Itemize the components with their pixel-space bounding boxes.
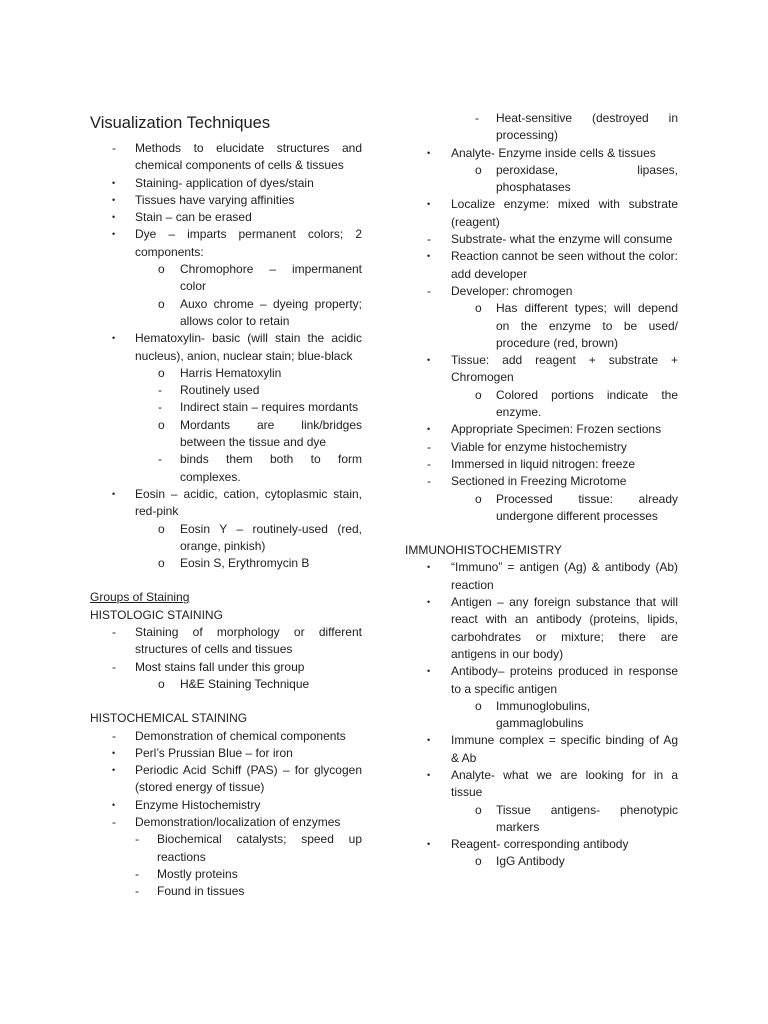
list-item: [90, 745, 362, 762]
bullet-marker: -: [135, 884, 139, 899]
list-item-text: Found in tissues: [157, 884, 245, 899]
list-item: [405, 802, 678, 837]
list-item-text: Viable for enzyme histochemistry: [451, 439, 627, 454]
list-item-text: Tissue antigens- phenotypic markers: [496, 802, 678, 834]
enzyme-list: [405, 110, 678, 525]
list-item: [90, 226, 362, 261]
list-item-text: Antibody– proteins produced in response to a specific antigen: [451, 664, 678, 696]
bullet-marker: -: [427, 474, 431, 489]
list-item: [405, 145, 678, 162]
groups-heading: Groups of Staining: [90, 590, 190, 605]
histochemical-heading: HISTOCHEMICAL STAINING: [90, 711, 248, 726]
list-item: [90, 866, 362, 883]
list-item-text: Eosin – acidic, cation, cytoplasmic stain, red-pink: [135, 486, 362, 519]
list-item: [90, 831, 362, 866]
bullet-marker: -: [112, 728, 116, 743]
bullet-marker: -: [158, 400, 162, 415]
list-item-text: Developer: chromogen: [451, 283, 573, 298]
list-item: [90, 486, 362, 521]
bullet-marker: •: [112, 333, 116, 344]
list-item: [405, 421, 678, 438]
bullet-marker: •: [112, 747, 116, 758]
list-item: [405, 352, 678, 387]
list-item-text: Analyte- what we are looking for in a tissue: [451, 767, 678, 800]
list-item: [405, 767, 678, 802]
left-column: [90, 112, 362, 900]
list-item: [90, 399, 362, 416]
bullet-marker: •: [112, 799, 116, 810]
list-item-text: Biochemical catalysts; speed up reactions: [157, 832, 362, 864]
list-item-text: Perl’s Prussian Blue – for iron: [135, 745, 293, 760]
bullet-marker: •: [112, 212, 116, 223]
bullet-marker: -: [112, 814, 116, 829]
bullet-marker: o: [158, 556, 165, 571]
list-item: [90, 296, 362, 331]
list-item-text: “Immuno” = antigen (Ag) & antibody (Ab) reaction: [451, 560, 678, 592]
list-item-text: Stain – can be erased: [135, 210, 252, 225]
list-item-text: Analyte- Enzyme inside cells & tissues: [451, 145, 656, 160]
bullet-marker: •: [427, 769, 431, 780]
page-title: Visualization Techniques: [90, 114, 271, 132]
list-item-text: peroxidase, lipases, phosphatases: [496, 162, 678, 195]
bullet-marker: •: [112, 177, 116, 188]
bullet-marker: •: [427, 735, 431, 746]
list-item: [405, 853, 678, 870]
list-item: [405, 663, 678, 698]
bullet-marker: -: [112, 659, 116, 674]
list-item-text: Immune complex = specific binding of Ag & Ab: [451, 733, 678, 765]
bullet-marker: •: [112, 765, 116, 776]
bullet-marker: -: [427, 283, 431, 298]
bullet-marker: •: [427, 147, 431, 158]
list-item-text: Most stains fall under this group: [135, 659, 305, 674]
list-item-text: Immersed in liquid nitrogen: freeze: [451, 456, 636, 471]
bullet-marker: o: [475, 162, 482, 177]
list-item-text: Immunoglobulins, gammaglobulins: [496, 698, 591, 731]
bullet-marker: •: [427, 199, 431, 210]
list-item: [90, 814, 362, 831]
list-item-text: Antigen – any foreign substance that will react with an antibody (proteins, lipids, carbohdrates or mixture; there are antigens in our body): [451, 595, 678, 661]
bullet-marker: -: [427, 232, 431, 247]
bullet-marker: •: [427, 251, 431, 262]
bullet-marker: •: [427, 562, 431, 573]
bullet-marker: -: [427, 439, 431, 454]
bullet-marker: •: [427, 597, 431, 608]
list-item-text: Heat-sensitive (destroyed in processing): [496, 111, 678, 143]
list-item: [90, 417, 362, 452]
list-item-text: Demonstration of chemical components: [135, 728, 346, 743]
list-item-text: Sectioned in Freezing Microtome: [451, 474, 627, 489]
list-item: [90, 261, 362, 296]
list-item-text: Chromophore – impermanent color: [180, 262, 362, 294]
bullet-marker: o: [158, 365, 165, 380]
histochemical-list: [90, 728, 362, 901]
list-item-text: Staining of morphology or different structures of cells and tissues: [135, 625, 362, 657]
list-item: [405, 473, 678, 490]
list-item: [90, 209, 362, 226]
list-item: [405, 836, 678, 853]
list-item-text: Has different types; will depend on the enzyme to be used/ procedure (red, brown): [496, 301, 678, 350]
list-item-text: Dye – imparts permanent colors; 2 components:: [135, 227, 362, 259]
bullet-marker: -: [112, 625, 116, 640]
list-item-text: IgG Antibody: [496, 854, 565, 869]
list-item: [405, 698, 678, 733]
list-item: [90, 365, 362, 382]
list-item: [90, 555, 362, 572]
bullet-marker: o: [475, 387, 482, 402]
list-item-text: Hematoxylin- basic (will stain the acidic nucleus), anion, nuclear stain; blue-black: [135, 331, 362, 363]
bullet-marker: •: [112, 229, 116, 240]
list-item-text: Mordants are link/bridges between the tissue and dye: [180, 417, 362, 450]
list-item: [405, 231, 678, 248]
list-item: [405, 196, 678, 231]
bullet-marker: -: [112, 141, 116, 155]
immuno-heading: IMMUNOHISTOCHEMISTRY: [405, 543, 562, 558]
bullet-marker: -: [158, 452, 162, 467]
list-item: [90, 659, 362, 676]
list-item-text: Tissue: add reagent + substrate + Chromogen: [451, 353, 678, 385]
histologic-list: [90, 624, 362, 693]
bullet-marker: •: [427, 355, 431, 366]
list-item: [405, 439, 678, 456]
list-item-text: Tissues have varying affinities: [135, 192, 295, 207]
list-item-text: Eosin Y – routinely-used (red, orange, pinkish): [180, 521, 362, 553]
bullet-marker: o: [158, 262, 165, 277]
list-item-text: Localize enzyme: mixed with substrate (reagent): [451, 197, 678, 229]
list-item: [90, 192, 362, 209]
bullet-marker: -: [475, 111, 479, 125]
list-item-text: Colored portions indicate the enzyme.: [496, 387, 678, 420]
list-item-text: H&E Staining Technique: [180, 676, 310, 691]
list-item: [405, 248, 678, 283]
list-item-text: Routinely used: [180, 383, 260, 398]
bullet-marker: o: [475, 301, 482, 316]
bullet-marker: o: [158, 676, 165, 691]
bullet-marker: •: [427, 839, 431, 850]
list-item: [405, 732, 678, 767]
bullet-marker: •: [112, 194, 116, 205]
list-item-text: Staining- application of dyes/stain: [135, 175, 314, 190]
list-item-text: Demonstration/localization of enzymes: [135, 814, 341, 829]
bullet-marker: o: [158, 417, 165, 432]
list-item: [90, 883, 362, 900]
list-item-text: binds them both to form complexes.: [180, 452, 362, 484]
bullet-marker: •: [112, 488, 116, 499]
bullet-marker: -: [158, 383, 162, 398]
list-item-text: Indirect stain – requires mordants: [180, 400, 359, 415]
list-item: [90, 521, 362, 556]
list-item-text: Eosin S, Erythromycin B: [180, 556, 310, 571]
list-item: [405, 110, 678, 145]
list-item-text: Substrate- what the enzyme will consume: [451, 232, 673, 247]
list-item: [90, 624, 362, 659]
list-item: [405, 387, 678, 422]
list-item: [90, 728, 362, 745]
list-item-text: Enzyme Histochemistry: [135, 797, 261, 812]
list-item-text: Appropriate Specimen: Frozen sections: [451, 422, 662, 437]
list-item-text: Reagent- corresponding antibody: [451, 837, 629, 852]
bullet-marker: o: [475, 854, 482, 869]
list-item-text: Reaction cannot be seen without the color: add developer: [451, 249, 678, 281]
right-column: [405, 110, 678, 871]
bullet-marker: o: [475, 698, 482, 713]
bullet-marker: o: [475, 491, 482, 506]
bullet-marker: •: [427, 666, 431, 677]
list-item-text: Harris Hematoxylin: [180, 365, 282, 380]
bullet-marker: -: [135, 866, 139, 881]
list-item: [405, 283, 678, 300]
list-item: [405, 162, 678, 197]
immuno-list: [405, 559, 678, 870]
list-item: [405, 491, 678, 526]
bullet-marker: o: [475, 802, 482, 817]
histologic-heading: HISTOLOGIC STAINING: [90, 607, 223, 622]
list-item: [405, 559, 678, 594]
list-item: [90, 382, 362, 399]
list-item: [90, 140, 362, 175]
intro-list: [90, 140, 362, 572]
bullet-marker: -: [135, 832, 139, 847]
list-item: [405, 300, 678, 352]
list-item-text: Periodic Acid Schiff (PAS) – for glycogen (stored energy of tissue): [135, 763, 362, 795]
list-item-text: Processed tissue: already undergone different processes: [496, 491, 678, 523]
list-item-text: Methods to elucidate structures and chemical components of cells & tissues: [135, 141, 362, 173]
list-item-text: Mostly proteins: [157, 866, 238, 881]
list-item: [90, 451, 362, 486]
bullet-marker: •: [427, 424, 431, 435]
list-item: [90, 676, 362, 693]
list-item: [90, 175, 362, 192]
list-item: [405, 594, 678, 663]
list-item: [405, 456, 678, 473]
list-item: [90, 762, 362, 797]
list-item: [90, 330, 362, 365]
list-item: [90, 797, 362, 814]
bullet-marker: -: [427, 456, 431, 471]
bullet-marker: o: [158, 521, 165, 536]
bullet-marker: o: [158, 296, 165, 311]
list-item-text: Auxo chrome – dyeing property; allows color to retain: [180, 296, 362, 328]
